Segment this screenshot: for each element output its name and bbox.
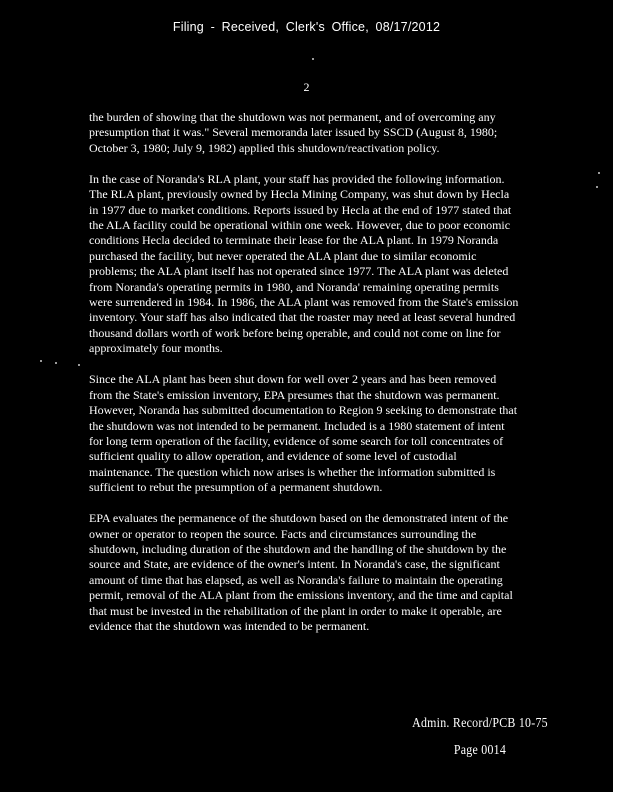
scan-edge-right [613, 0, 618, 800]
record-page-stamp: Page 0014 [453, 743, 507, 758]
letter-body [89, 110, 521, 650]
paragraph-epa-presumption: Since the ALA plant has been shut down for well over 2 years and has been removed from the State's emission inventory, EPA presumes that the shutdown was permanent. However, Noranda has submitted documentation to Region 9 seeking to demonstrate that the shutdown was not intended to be permanent. Included is a 1980 statement of intent for long term operation of the facility, evidence of some search for toll concentrates of sufficient quality to allow operation, and evidence of some level of custodial maintenance. The question which now arises is whether the information submitted is sufficient to rebut the presumption of a permanent shutdown. [89, 372, 518, 495]
scan-speck [598, 172, 600, 174]
paragraph-rla-plant-history: In the case of Noranda's RLA plant, your staff has provided the following information. The RLA plant, previously owned by Hecla Mining Company, was shut down by Hecla in 1977 due to market conditions. Reports issued by Hecla at the end of 1977 stated that the ALA facility could be operational within one week. However, due to poor economic conditions Hecla decided to terminate their lease for the ALA plant. In 1979 Noranda purchased the facility, but never operated the ALA plant due to similar economic problems; the ALA plant itself has not operated since 1977. The ALA plant was deleted from Noranda's operating permits in 1980, and Noranda' remaining operating permits were surrendered in 1984. In 1986, the ALA plant was removed from the State's emission inventory. Your staff has also indicated that the roaster may need at least several hundred thousand dollars worth of work before being operable, and could not come on line for approximately four months. [89, 171, 519, 356]
filing-header: Filing - Received, Clerk's Office, 08/17/2012 [172, 20, 441, 34]
paragraph-permanence-evaluation: EPA evaluates the permanence of the shutdown based on the demonstrated intent of the owner or operator to reopen the source. Facts and circumstances surrounding the shutdown, including duration of the shutdown and the handling of the shutdown by the source and State, are evidence of the owner's intent. In Noranda's case, the significant amount of time that has elapsed, as well as Noranda's failure to maintain the operating permit, removal of the ALA plant from the emissions inventory, and the time and capital that must be invested in the rehabilitation of the plant in order to make it operable, are evidence that the shutdown was intended to be permanent. [89, 511, 513, 633]
scan-speck [596, 186, 598, 188]
scan-speck [312, 58, 314, 60]
admin-record-stamp: Admin. Record/PCB 10-75 [412, 716, 548, 731]
page-number: 2 [303, 80, 310, 94]
scan-edge-bottom [0, 792, 618, 800]
scan-speck [55, 362, 57, 364]
scan-speck [78, 364, 80, 366]
scan-speck [40, 360, 42, 362]
paragraph-presumption: the burden of showing that the shutdown was not permanent, and of overcoming any presumption that it was." Several memoranda later issued by SSCD (August 8, 1980; October 3, 1980; July 9, 1982) applied this shutdown/reactivation policy. [89, 110, 498, 155]
